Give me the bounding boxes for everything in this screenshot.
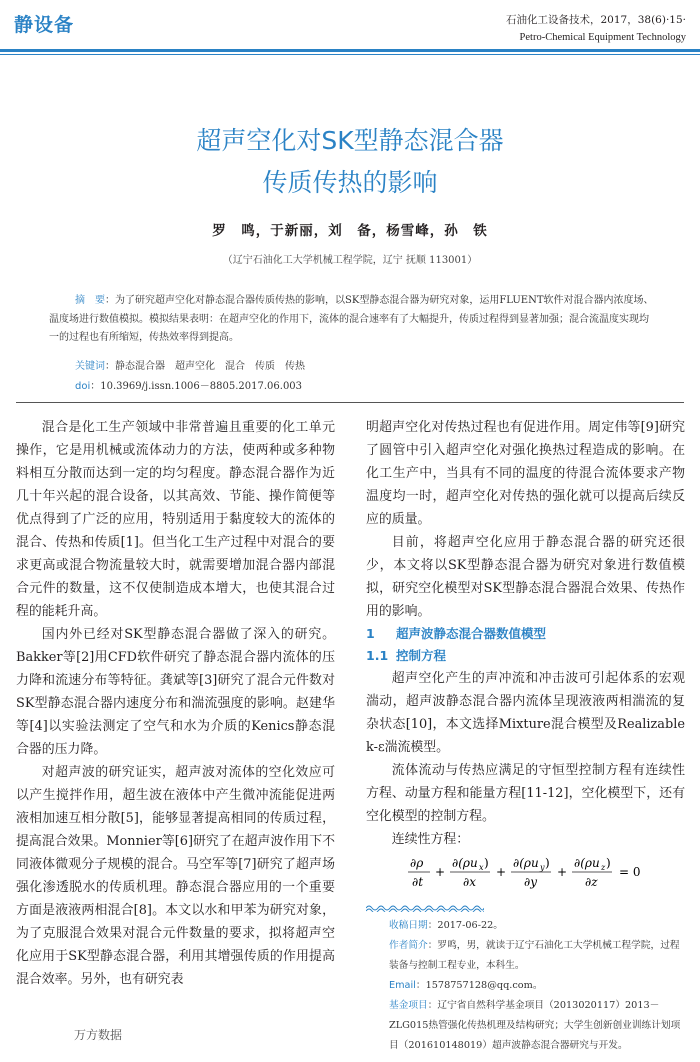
footnote-fund: 基金项目：辽宁省自然科学基金项目（2013020117）2013－ZLG015热管强化传热机理及结构研究；大学生创新创业训练计划项目（201610148019）超声波静态混合器研究与开发。	[389, 1000, 681, 1051]
journal-info	[506, 12, 686, 46]
header-rule-thick	[0, 49, 700, 52]
body-paragraph: 对超声波的研究证实，超声波对流体的空化效应可以产生搅拌作用，超生波在液体中产生微冲流能促进两液相加速互相分散[5]，能够显著提高相同的传质过程，提高混合效果。Monnier等[6]研究了在超声波作用下不同液体微观分子规模的混合。马空军等[7]研究了超声场强化渗透脱水的传质机理。静态混合器应用的一个重要方面是液液两相混合[8]。本文以水和甲苯为研究对象，为了克服混合效果对混合元件数量的要求，拟将超声空化应用于SK型静态混合器，利用其增强传质的作用提高混合效率。另外，也有研究表	[16, 765, 335, 987]
svg-text:∂(ρu: ∂(ρu	[513, 856, 539, 870]
body-paragraph: 明超声空化对传热过程也有促进作用。周定伟等[9]研究了圆管中引入超声空化对强化换热过程造成的影响。在化工生产中，当具有不同的温度的待混合流体要求产物温度均一时，超声空化对传热的强化就可以提高后续反应的质量。	[366, 420, 685, 527]
right-column	[366, 416, 685, 893]
section-title: 超声波静态混合器数值模型	[396, 626, 547, 641]
footnote-email: Email：1578757128@qq.com。	[389, 980, 543, 991]
body-paragraph: 超声空化产生的声冲流和冲击波可引起体系的宏观湍动，超声波静态混合器内流体呈现液液两相湍流的复杂状态[10]，本文选择Mixture混合模型及Realizable k-ε湍流模型。	[366, 671, 685, 755]
body-paragraph: 国内外已经对SK型静态混合器做了深入的研究。Bakker等[2]用CFD软件研究了静态混合器内流体的压力降和流速分布等特征。龚斌等[3]研究了混合元件数对SK型静态混合器内速度分布和湍流强度的影响。赵建华等[4]以实验法测定了空气和水为介质的Kenics静态混合器的压力降。	[16, 627, 335, 757]
svg-text:∂(ρu: ∂(ρu	[452, 856, 478, 870]
affiliation: （辽宁石油化工大学机械工程学院，辽宁 抚顺 113001）	[222, 255, 478, 266]
svg-text:+: +	[557, 865, 568, 879]
section-number: 1	[366, 626, 375, 641]
footnote-author: 作者简介：罗鸣，男，就读于辽宁石油化工大学机械工程学院，过程装备与控制工程专业，本科生。	[389, 940, 680, 971]
svg-text:z: z	[601, 863, 606, 872]
doi	[75, 377, 302, 392]
doi-label: doi	[75, 381, 91, 392]
continuity-equation	[372, 853, 685, 891]
abstract	[49, 292, 655, 348]
journal-english-name: Petro-Chemical Equipment Technology	[519, 32, 686, 43]
left-column	[16, 416, 335, 991]
svg-text:y: y	[540, 863, 545, 872]
svg-text:): )	[545, 856, 550, 870]
svg-text:+: +	[496, 865, 507, 879]
author-list: 罗 鸣，于新丽，刘 备，杨雪峰，孙 铁	[212, 223, 488, 239]
footnote-separator-wave	[366, 904, 484, 912]
svg-text:∂z: ∂z	[585, 875, 598, 889]
body-paragraph: 流体流动与传热应满足的守恒型控制方程有连续性方程、动量方程和能量方程[11-12]，空化模型下，还有空化模型的控制方程。	[366, 763, 685, 824]
section-heading	[366, 623, 685, 645]
footnote	[389, 916, 685, 1056]
subsection-number: 1.1	[366, 648, 389, 663]
watermark: 万方数据	[74, 1028, 123, 1042]
svg-text:): )	[606, 856, 611, 870]
svg-text:∂(ρu: ∂(ρu	[574, 856, 600, 870]
article-title-line1: 超声空化对SK型静态混合器	[196, 126, 504, 155]
equation-graphic	[372, 853, 672, 891]
svg-text:∂ρ: ∂ρ	[410, 856, 424, 870]
svg-text:∂x: ∂x	[463, 875, 476, 889]
keywords-label: 关键词	[75, 361, 105, 372]
abstract-text: ：为了研究超声空化对静态混合器传质传热的影响，以SK型静态混合器为研究对象，运用FLUENT软件对混合器内浓度场、温度场进行数值模拟。模拟结果表明：在超声空化的作用下，流体的混合速率有了大幅提升，传质过程得到显著加强；混合流温度实现均一的过程也有所缩短，传热效率得到提高。	[49, 295, 654, 343]
article-title-line2: 传质传热的影响	[262, 168, 438, 197]
svg-text:= 0: = 0	[619, 865, 641, 879]
abstract-label: 摘 要	[75, 295, 105, 306]
doi-text: ：10.3969/j.issn.1006－8805.2017.06.003	[90, 381, 303, 392]
subsection-heading	[366, 645, 685, 667]
svg-text:): )	[484, 856, 489, 870]
abstract-divider	[16, 402, 684, 403]
footnote-received: 收稿日期：2017-06-22。	[389, 920, 503, 931]
body-paragraph: 目前，将超声空化应用于静态混合器的研究还很少，本文将以SK型静态混合器为研究对象进行数值模拟，研究空化模型对SK型静态混合器混合效果、传热作用的影响。	[366, 535, 685, 619]
body-paragraph: 混合是化工生产领域中非常普遍且重要的化工单元操作，它是用机械或流体动力的方法，使两种或多种物料相互分散而达到一定的均匀程度。静态混合器作为近几十年兴起的混合设备，以其高效、节能、操作简便等优点得到了广泛的应用，特别适用于黏度较大的流体的混合、传热和传质[1]。但当化工生产过程中对混合的要求更高或混合物流量较大时，就需要增加混合器内部混合元件的数量，这不仅使制造成本增大，也使其混合过程的能耗升高。	[16, 420, 335, 619]
section-tag: 静设备	[14, 14, 75, 36]
subsection-title: 控制方程	[396, 648, 447, 663]
keywords	[75, 357, 305, 372]
page-header	[0, 0, 700, 52]
journal-citation: 石油化工设备技术，2017，38(6)·15·	[506, 14, 686, 26]
svg-text:+: +	[435, 865, 446, 879]
svg-text:∂y: ∂y	[524, 875, 537, 889]
keywords-text: ：静态混合器 超声空化 混合 传质 传热	[105, 361, 305, 372]
header-rule-thin	[0, 54, 700, 55]
svg-text:x: x	[479, 863, 484, 872]
svg-text:∂t: ∂t	[412, 875, 424, 889]
equation-intro: 连续性方程：	[391, 832, 470, 847]
